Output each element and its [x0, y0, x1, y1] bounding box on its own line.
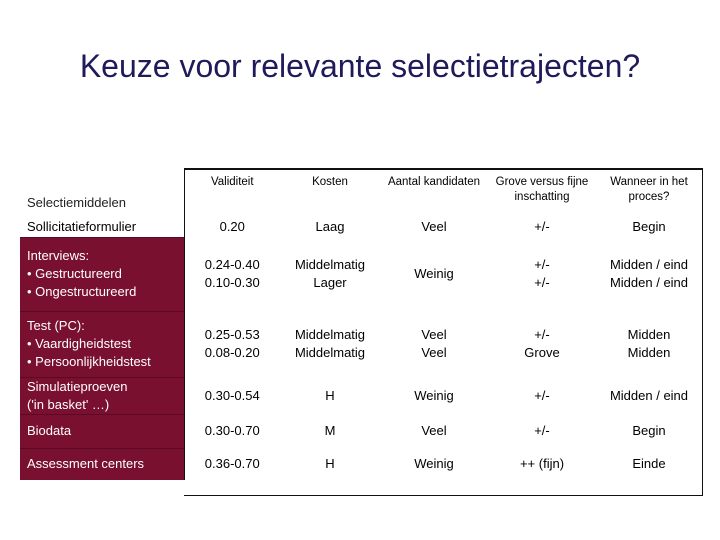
table-cell: +/- Grove	[524, 327, 560, 360]
table-cell: Weinig	[414, 266, 454, 281]
slide-title: Keuze voor relevante selectietrajecten?	[79, 48, 641, 84]
corner-label: Selectiemiddelen	[20, 169, 184, 217]
row-label: Biodata	[20, 414, 184, 448]
row-label: Simulatieproeven ('in basket' …)	[20, 377, 184, 414]
table-cell: Einde	[632, 456, 666, 471]
table-cell: Laag	[315, 219, 345, 234]
table-row	[20, 237, 702, 311]
table-cell: 0.36-0.70	[184, 448, 280, 480]
table-cell: M	[324, 423, 336, 438]
row-label: Test (PC): • Vaardigheidstest • Persoonlijkheidstest	[20, 311, 184, 377]
table-cell: Middelmatig Lager	[294, 257, 366, 290]
column-header: Aantal kandidaten	[387, 176, 481, 188]
table-cell: H	[325, 456, 335, 471]
table-cell: Weinig	[414, 387, 454, 403]
column-header: Validiteit	[184, 169, 280, 217]
column-header: Kosten	[312, 176, 348, 188]
table-cell: +/- +/-	[534, 257, 550, 290]
table-row	[20, 217, 702, 237]
selection-methods-table	[20, 169, 702, 480]
table-row	[20, 414, 702, 448]
table-cell: 0.30-0.54	[184, 377, 280, 414]
table-cell: Begin	[632, 219, 666, 234]
table-row	[20, 311, 702, 377]
table-cell: Veel	[421, 423, 447, 438]
table-row	[20, 448, 702, 480]
header-row	[20, 169, 702, 217]
table-cell: 0.25-0.53 0.08-0.20	[184, 311, 280, 377]
table-cell: 0.20	[184, 217, 280, 237]
table-cell: Midden / eind	[609, 387, 689, 403]
column-header: Wanneer in het proces?	[610, 176, 688, 203]
table-cell: Veel	[421, 219, 447, 234]
table-cell: +/-	[534, 423, 550, 438]
table-cell: Midden / eind Midden / eind	[609, 257, 689, 290]
table-cell: Veel Veel	[421, 327, 447, 360]
table-cell: ++ (fijn)	[519, 456, 565, 471]
table-cell: 0.30-0.70	[184, 414, 280, 448]
row-label: Sollicitatieformulier	[20, 217, 184, 237]
table-cell: Weinig	[414, 456, 454, 471]
table-cell: Midden Midden	[627, 327, 671, 360]
column-header: Grove versus fijne inschatting	[495, 176, 589, 203]
row-label: Assessment centers	[20, 448, 184, 480]
table-cell: +/-	[534, 219, 550, 234]
table-row	[20, 377, 702, 414]
table-cell: +/-	[534, 387, 550, 403]
row-label: Interviews: • Gestructureerd • Ongestructureerd	[20, 237, 184, 311]
table-cell: H	[325, 387, 335, 403]
table-cell: Middelmatig Middelmatig	[294, 327, 366, 360]
table-cell: 0.24-0.40 0.10-0.30	[184, 237, 280, 311]
table-cell: Begin	[632, 423, 666, 438]
